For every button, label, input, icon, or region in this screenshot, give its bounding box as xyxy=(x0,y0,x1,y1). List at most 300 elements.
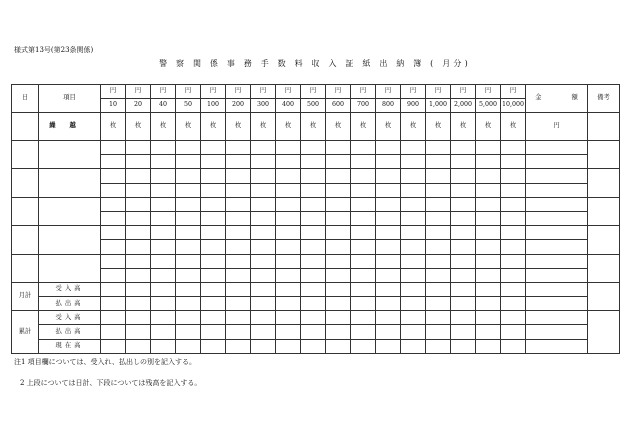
amount-cell xyxy=(526,282,588,296)
sheet-count-cell xyxy=(351,183,376,197)
sheet-count-cell xyxy=(351,297,376,311)
sheet-count-cell xyxy=(126,268,151,282)
sheet-count-cell xyxy=(276,268,301,282)
entry-day-cell xyxy=(12,254,39,282)
sheet-count-cell xyxy=(501,183,526,197)
yen-mark: 円 xyxy=(101,85,126,99)
yen-mark: 円 xyxy=(226,85,251,99)
table-row xyxy=(12,268,620,282)
sheet-count-cell xyxy=(176,254,201,268)
sheet-count-cell xyxy=(426,211,451,225)
sheet-count-cell xyxy=(501,141,526,155)
sheet-count-cell xyxy=(401,254,426,268)
sheet-count-cell xyxy=(351,211,376,225)
sheet-count-cell xyxy=(176,297,201,311)
sheet-count-cell xyxy=(476,311,501,325)
sheet-count-cell xyxy=(101,254,126,268)
remarks-cell xyxy=(588,169,620,197)
sheet-count-cell xyxy=(351,268,376,282)
amount-header xyxy=(526,85,588,113)
sheet-count-cell xyxy=(126,169,151,183)
sheet-unit: 枚 xyxy=(451,113,476,141)
table-row xyxy=(12,254,620,268)
sheet-count-cell xyxy=(426,311,451,325)
sheet-count-cell xyxy=(501,325,526,339)
sheet-count-cell xyxy=(451,311,476,325)
sheet-count-cell xyxy=(301,311,326,325)
sheet-count-cell xyxy=(276,197,301,211)
yen-mark: 円 xyxy=(126,85,151,99)
sheet-count-cell xyxy=(301,169,326,183)
sheet-count-cell xyxy=(376,311,401,325)
sheet-count-cell xyxy=(401,155,426,169)
sheet-count-cell xyxy=(301,254,326,268)
sheet-count-cell xyxy=(201,155,226,169)
sheet-count-cell xyxy=(351,254,376,268)
denomination-label: 1,000 xyxy=(426,99,451,113)
sheet-count-cell xyxy=(176,197,201,211)
yen-mark: 円 xyxy=(176,85,201,99)
sheet-count-cell xyxy=(126,254,151,268)
sheet-count-cell xyxy=(226,141,251,155)
sheet-count-cell xyxy=(376,297,401,311)
sheet-count-cell xyxy=(151,339,176,353)
sheet-unit: 枚 xyxy=(226,113,251,141)
sheet-unit: 枚 xyxy=(276,113,301,141)
sheet-count-cell xyxy=(151,155,176,169)
yen-mark: 円 xyxy=(301,85,326,99)
sheet-count-cell xyxy=(126,226,151,240)
entry-item-cell xyxy=(39,226,101,254)
yen-mark: 円 xyxy=(401,85,426,99)
sheet-count-cell xyxy=(376,169,401,183)
sheet-count-cell xyxy=(376,339,401,353)
sheet-count-cell xyxy=(151,169,176,183)
sheet-count-cell xyxy=(126,282,151,296)
sheet-count-cell xyxy=(276,325,301,339)
sheet-count-cell xyxy=(451,297,476,311)
entry-item-cell xyxy=(39,169,101,197)
sheet-count-cell xyxy=(501,297,526,311)
denomination-label: 800 xyxy=(376,99,401,113)
amount-cell xyxy=(526,183,588,197)
sheet-count-cell xyxy=(426,254,451,268)
sheet-count-cell xyxy=(101,268,126,282)
sheet-count-cell xyxy=(151,183,176,197)
sheet-unit: 枚 xyxy=(376,113,401,141)
form-number: 様式第13号(第23条関係) xyxy=(14,46,94,54)
sheet-count-cell xyxy=(476,155,501,169)
sheet-unit: 枚 xyxy=(326,113,351,141)
sheet-count-cell xyxy=(376,282,401,296)
sheet-count-cell xyxy=(501,155,526,169)
yen-mark: 円 xyxy=(276,85,301,99)
sheet-count-cell xyxy=(176,169,201,183)
yen-mark: 円 xyxy=(351,85,376,99)
sheet-count-cell xyxy=(301,155,326,169)
amount-cell xyxy=(526,339,588,353)
carry-label: 繰越 xyxy=(39,113,101,141)
amount-cell xyxy=(526,311,588,325)
yen-mark: 円 xyxy=(476,85,501,99)
denomination-label: 500 xyxy=(301,99,326,113)
sheet-count-cell xyxy=(201,325,226,339)
sheet-count-cell xyxy=(201,226,226,240)
remarks-cell xyxy=(588,113,620,141)
sheet-count-cell xyxy=(101,197,126,211)
sheet-unit: 枚 xyxy=(401,113,426,141)
table-row xyxy=(12,155,620,169)
sheet-count-cell xyxy=(176,141,201,155)
sheet-count-cell xyxy=(201,211,226,225)
sheet-count-cell xyxy=(351,141,376,155)
sheet-count-cell xyxy=(501,226,526,240)
sheet-count-cell xyxy=(276,183,301,197)
sheet-unit: 枚 xyxy=(351,113,376,141)
sheet-count-cell xyxy=(276,169,301,183)
sheet-count-cell xyxy=(301,141,326,155)
sheet-count-cell xyxy=(151,141,176,155)
sheet-count-cell xyxy=(151,211,176,225)
sheet-count-cell xyxy=(126,339,151,353)
sheet-count-cell xyxy=(351,282,376,296)
denomination-label: 2,000 xyxy=(451,99,476,113)
sheet-count-cell xyxy=(126,183,151,197)
sheet-count-cell xyxy=(326,254,351,268)
sheet-count-cell xyxy=(201,254,226,268)
sheet-count-cell xyxy=(251,339,276,353)
sheet-count-cell xyxy=(276,297,301,311)
sheet-count-cell xyxy=(301,183,326,197)
sheet-count-cell xyxy=(351,226,376,240)
sheet-count-cell xyxy=(226,240,251,254)
sheet-unit: 枚 xyxy=(176,113,201,141)
day-header: 日 xyxy=(12,85,39,113)
sheet-count-cell xyxy=(226,211,251,225)
sheet-count-cell xyxy=(501,282,526,296)
sheet-count-cell xyxy=(326,183,351,197)
sheet-count-cell xyxy=(501,169,526,183)
ledger-title: 警 察 関 係 事 務 手 数 料 収 入 証 紙 出 納 簿 ( 月分) xyxy=(159,59,471,68)
sheet-count-cell xyxy=(276,311,301,325)
sheet-count-cell xyxy=(126,311,151,325)
sheet-count-cell xyxy=(376,240,401,254)
cumulative-total-label: 累計 xyxy=(12,311,39,354)
sheet-count-cell xyxy=(151,197,176,211)
sheet-count-cell xyxy=(476,197,501,211)
sheet-count-cell xyxy=(426,339,451,353)
sheet-count-cell xyxy=(401,211,426,225)
sheet-count-cell xyxy=(251,282,276,296)
sheet-count-cell xyxy=(226,282,251,296)
amount-kin-label: 金 xyxy=(535,94,542,102)
sheet-count-cell xyxy=(101,282,126,296)
yen-mark: 円 xyxy=(501,85,526,99)
sheet-count-cell xyxy=(251,183,276,197)
sheet-unit: 枚 xyxy=(251,113,276,141)
sheet-count-cell xyxy=(451,141,476,155)
sheet-count-cell xyxy=(251,240,276,254)
sheet-count-cell xyxy=(101,155,126,169)
sheet-count-cell xyxy=(301,226,326,240)
sheet-count-cell xyxy=(201,141,226,155)
sheet-count-cell xyxy=(451,282,476,296)
yen-mark: 円 xyxy=(426,85,451,99)
sheet-count-cell xyxy=(126,240,151,254)
sheet-count-cell xyxy=(476,325,501,339)
sheet-count-cell xyxy=(251,141,276,155)
sheet-count-cell xyxy=(426,325,451,339)
note-2: 2 上段については日計、下段については残高を記入する。 xyxy=(20,379,202,387)
sheet-count-cell xyxy=(401,311,426,325)
sheet-count-cell xyxy=(426,169,451,183)
sheet-count-cell xyxy=(276,141,301,155)
sheet-count-cell xyxy=(101,297,126,311)
sheet-count-cell xyxy=(476,282,501,296)
sheet-count-cell xyxy=(426,183,451,197)
sheet-count-cell xyxy=(226,325,251,339)
sheet-count-cell xyxy=(451,211,476,225)
sheet-count-cell xyxy=(501,268,526,282)
sheet-count-cell xyxy=(226,226,251,240)
sheet-count-cell xyxy=(476,240,501,254)
sheet-count-cell xyxy=(301,325,326,339)
amount-cell xyxy=(526,268,588,282)
denomination-label: 100 xyxy=(201,99,226,113)
sheet-count-cell xyxy=(426,240,451,254)
amount-cell xyxy=(526,325,588,339)
sheet-count-cell xyxy=(451,183,476,197)
sheet-count-cell xyxy=(376,268,401,282)
sheet-count-cell xyxy=(126,155,151,169)
sheet-count-cell xyxy=(101,339,126,353)
sheet-count-cell xyxy=(351,311,376,325)
item-header: 項目 xyxy=(39,85,101,113)
sheet-unit: 枚 xyxy=(201,113,226,141)
sheet-count-cell xyxy=(101,141,126,155)
sheet-count-cell xyxy=(301,297,326,311)
sheet-count-cell xyxy=(151,240,176,254)
amount-cell xyxy=(526,226,588,240)
sheet-count-cell xyxy=(501,240,526,254)
sheet-unit: 枚 xyxy=(126,113,151,141)
yen-mark: 円 xyxy=(151,85,176,99)
sheet-count-cell xyxy=(401,226,426,240)
sheet-count-cell xyxy=(151,282,176,296)
entry-day-cell xyxy=(12,226,39,254)
entry-item-cell xyxy=(39,141,101,169)
sheet-count-cell xyxy=(401,141,426,155)
sheet-count-cell xyxy=(376,226,401,240)
sheet-count-cell xyxy=(226,254,251,268)
sheet-count-cell xyxy=(476,211,501,225)
sheet-count-cell xyxy=(426,197,451,211)
table-row xyxy=(12,85,620,99)
amount-unit: 円 xyxy=(526,113,588,141)
ledger-table xyxy=(11,84,620,354)
sheet-count-cell xyxy=(476,297,501,311)
sheet-count-cell xyxy=(376,211,401,225)
sheet-count-cell xyxy=(376,325,401,339)
remarks-cell xyxy=(588,197,620,225)
sheet-count-cell xyxy=(176,325,201,339)
sheet-count-cell xyxy=(276,240,301,254)
amount-cell xyxy=(526,169,588,183)
table-row xyxy=(12,339,620,353)
sheet-count-cell xyxy=(326,268,351,282)
sheet-count-cell xyxy=(151,254,176,268)
denomination-label: 300 xyxy=(251,99,276,113)
sheet-count-cell xyxy=(201,169,226,183)
sheet-count-cell xyxy=(226,297,251,311)
sheet-count-cell xyxy=(201,197,226,211)
sheet-count-cell xyxy=(401,197,426,211)
sheet-count-cell xyxy=(426,155,451,169)
entry-item-cell xyxy=(39,254,101,282)
table-row xyxy=(12,240,620,254)
sheet-count-cell xyxy=(476,226,501,240)
sheet-count-cell xyxy=(251,297,276,311)
note-1: 注1 項目欄については、受入れ、払出しの別を記入する。 xyxy=(14,358,196,366)
monthly-received-label: 受入高 xyxy=(39,282,101,296)
sheet-count-cell xyxy=(451,240,476,254)
sheet-count-cell xyxy=(476,169,501,183)
denomination-label: 40 xyxy=(151,99,176,113)
sheet-count-cell xyxy=(476,183,501,197)
sheet-count-cell xyxy=(351,325,376,339)
sheet-count-cell xyxy=(201,282,226,296)
sheet-count-cell xyxy=(326,311,351,325)
denomination-label: 700 xyxy=(351,99,376,113)
sheet-count-cell xyxy=(401,297,426,311)
sheet-count-cell xyxy=(226,339,251,353)
table-row xyxy=(12,183,620,197)
sheet-count-cell xyxy=(151,297,176,311)
sheet-count-cell xyxy=(326,297,351,311)
sheet-count-cell xyxy=(201,297,226,311)
sheet-count-cell xyxy=(326,197,351,211)
sheet-count-cell xyxy=(451,339,476,353)
sheet-count-cell xyxy=(176,226,201,240)
sheet-count-cell xyxy=(201,183,226,197)
sheet-count-cell xyxy=(301,268,326,282)
sheet-count-cell xyxy=(176,339,201,353)
denomination-label: 200 xyxy=(226,99,251,113)
sheet-count-cell xyxy=(226,169,251,183)
sheet-count-cell xyxy=(101,311,126,325)
yen-mark: 円 xyxy=(251,85,276,99)
sheet-count-cell xyxy=(326,240,351,254)
monthly-paid-label: 払出高 xyxy=(39,297,101,311)
sheet-unit: 枚 xyxy=(301,113,326,141)
amount-cell xyxy=(526,297,588,311)
sheet-count-cell xyxy=(126,297,151,311)
sheet-unit: 枚 xyxy=(501,113,526,141)
denomination-label: 400 xyxy=(276,99,301,113)
sheet-count-cell xyxy=(151,268,176,282)
sheet-count-cell xyxy=(201,240,226,254)
sheet-count-cell xyxy=(101,226,126,240)
entry-day-cell xyxy=(12,197,39,225)
remarks-cell xyxy=(588,282,620,310)
remarks-cell xyxy=(588,141,620,169)
table-row xyxy=(12,282,620,296)
sheet-unit: 枚 xyxy=(151,113,176,141)
table-row xyxy=(12,226,620,240)
sheet-count-cell xyxy=(326,169,351,183)
denomination-label: 600 xyxy=(326,99,351,113)
sheet-count-cell xyxy=(326,141,351,155)
sheet-count-cell xyxy=(176,183,201,197)
denomination-label: 10,000 xyxy=(501,99,526,113)
table-row xyxy=(12,325,620,339)
cumulative-balance-label: 現在高 xyxy=(39,339,101,353)
sheet-count-cell xyxy=(251,226,276,240)
sheet-count-cell xyxy=(176,268,201,282)
sheet-count-cell xyxy=(351,169,376,183)
sheet-count-cell xyxy=(251,155,276,169)
sheet-count-cell xyxy=(176,240,201,254)
sheet-count-cell xyxy=(151,325,176,339)
denomination-label: 50 xyxy=(176,99,201,113)
sheet-count-cell xyxy=(401,282,426,296)
sheet-count-cell xyxy=(251,325,276,339)
sheet-count-cell xyxy=(251,254,276,268)
sheet-count-cell xyxy=(351,155,376,169)
sheet-count-cell xyxy=(476,254,501,268)
sheet-count-cell xyxy=(151,226,176,240)
table-row xyxy=(12,311,620,325)
sheet-count-cell xyxy=(326,282,351,296)
sheet-unit: 枚 xyxy=(426,113,451,141)
sheet-count-cell xyxy=(451,325,476,339)
sheet-count-cell xyxy=(101,211,126,225)
sheet-count-cell xyxy=(251,211,276,225)
sheet-count-cell xyxy=(126,211,151,225)
yen-mark: 円 xyxy=(451,85,476,99)
sheet-count-cell xyxy=(451,268,476,282)
monthly-total-label: 月計 xyxy=(12,282,39,310)
yen-mark: 円 xyxy=(376,85,401,99)
sheet-count-cell xyxy=(101,169,126,183)
sheet-count-cell xyxy=(501,311,526,325)
sheet-count-cell xyxy=(276,339,301,353)
sheet-count-cell xyxy=(126,141,151,155)
table-row xyxy=(12,211,620,225)
sheet-count-cell xyxy=(301,240,326,254)
sheet-count-cell xyxy=(276,155,301,169)
amount-cell xyxy=(526,211,588,225)
entry-item-cell xyxy=(39,197,101,225)
yen-mark: 円 xyxy=(326,85,351,99)
sheet-count-cell xyxy=(501,211,526,225)
sheet-count-cell xyxy=(251,169,276,183)
sheet-count-cell xyxy=(426,297,451,311)
sheet-count-cell xyxy=(426,282,451,296)
sheet-count-cell xyxy=(451,169,476,183)
sheet-count-cell xyxy=(226,197,251,211)
entry-day-cell xyxy=(12,169,39,197)
sheet-count-cell xyxy=(176,211,201,225)
sheet-unit: 枚 xyxy=(476,113,501,141)
sheet-count-cell xyxy=(451,254,476,268)
cumulative-received-label: 受入高 xyxy=(39,311,101,325)
sheet-count-cell xyxy=(176,311,201,325)
amount-cell xyxy=(526,197,588,211)
cumulative-paid-label: 払出高 xyxy=(39,325,101,339)
sheet-count-cell xyxy=(401,268,426,282)
denomination-label: 10 xyxy=(101,99,126,113)
